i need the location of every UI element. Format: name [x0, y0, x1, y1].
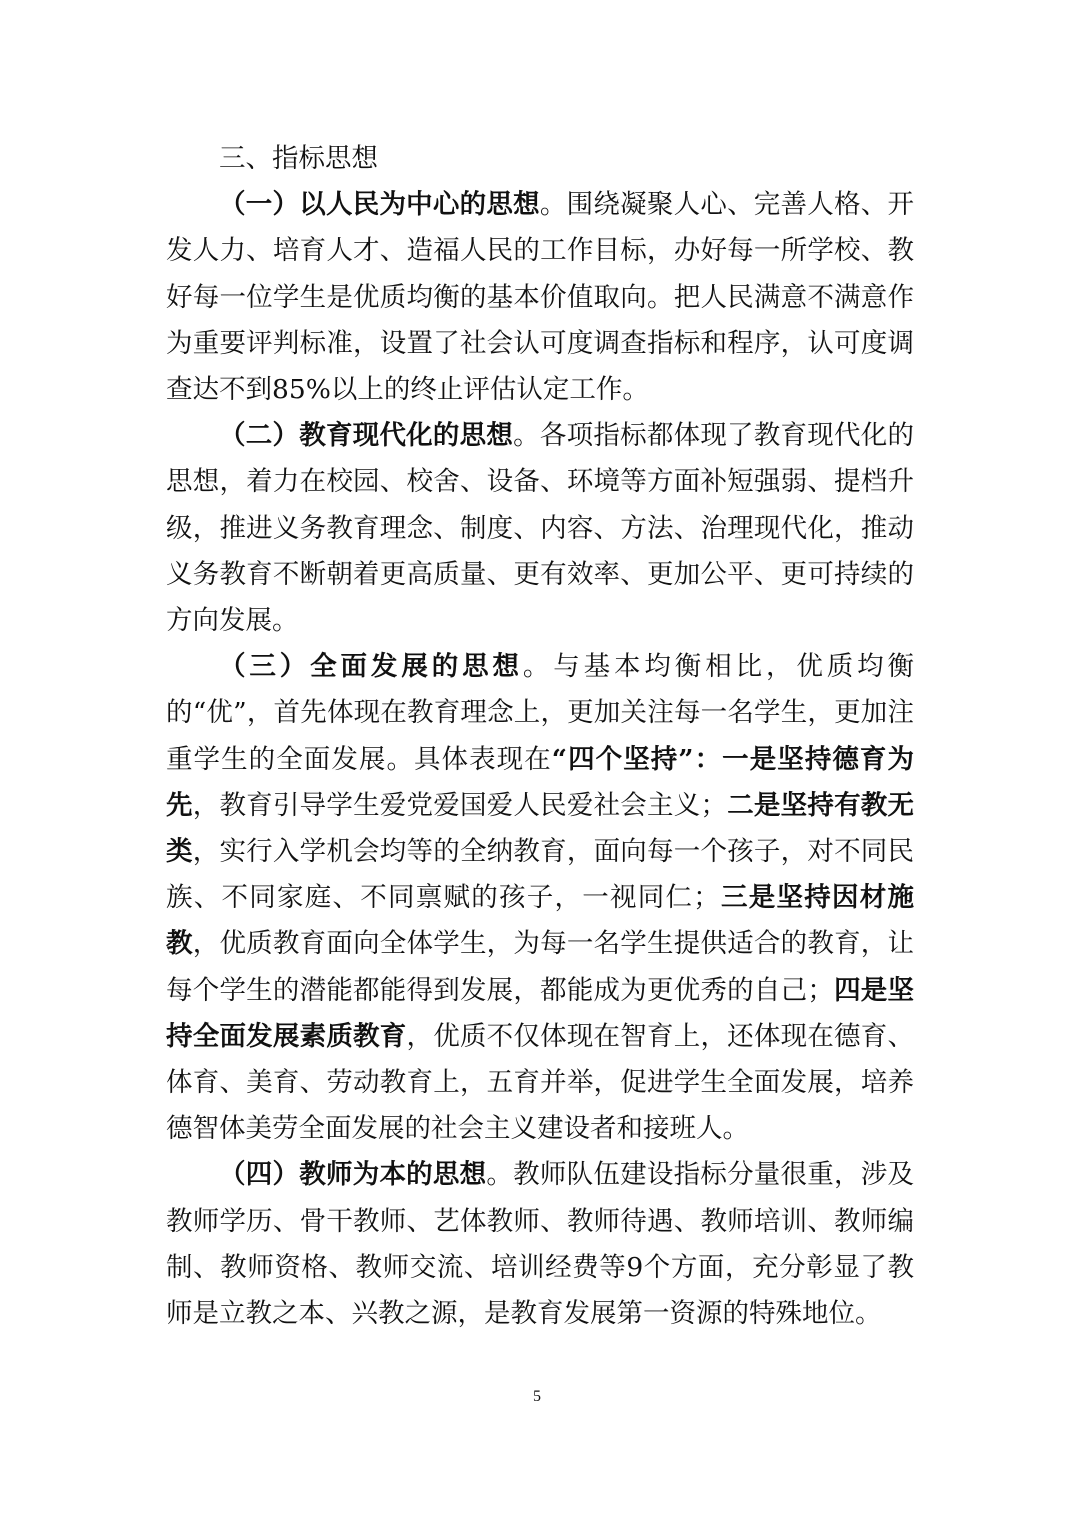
paragraph-text: ，优质教育面向全体学生，为每一名学生提供适合的教育，让每个学生的潜能都能得到发展，都能成为更优秀的自己； — [166, 928, 915, 1006]
paragraph-bold-text: 二是坚持有教无类 — [166, 789, 915, 868]
paragraph-all-round-development — [166, 644, 914, 1152]
paragraph-text: ，实行入学机会均等的全纳教育，面向每一个孩子，对不同民族、不同家庭、不同禀赋的孩子，一视同仁； — [166, 836, 915, 914]
page-number: 5 — [533, 1388, 541, 1405]
paragraph-text: ，教育引导学生爱党爱国爱人民爱社会主义； — [192, 789, 727, 821]
paragraph-bold-text: “四个坚持”：一是坚持德育为先 — [166, 743, 914, 821]
paragraph-text: 。教师队伍建设指标分量很重，涉及教师学历、骨干教师、艺体教师、教师待遇、教师培训、教师编制、教师资格、教师交流、培训经费等9个方面，充分彰显了教师是立教之本、兴教之源，是教育发展第一资源的特殊地位。 — [166, 1159, 915, 1330]
paragraph-bold-text: 四是坚持全面发展素质教育 — [166, 974, 915, 1052]
paragraph-text: 。与基本均衡相比，优质均衡的“优”，首先体现在教育理念上，更加关注每一名学生，更加注重学生的全面发展。具体表现在 — [166, 651, 915, 775]
paragraph-title: （三）全面发展的思想 — [219, 651, 523, 683]
paragraph-teacher-oriented — [166, 1152, 914, 1337]
paragraph-education-modernization — [166, 413, 914, 644]
paragraph-people-centered — [166, 182, 914, 413]
paragraph-title: （四）教师为本的思想 — [219, 1159, 487, 1191]
paragraph-title: （二）教育现代化的思想 — [219, 420, 514, 452]
paragraph-text: 。各项指标都体现了教育现代化的思想，着力在校园、校舍、设备、环境等方面补短强弱、提档升级，推进义务教育理念、制度、内容、方法、治理现代化，推动义务教育不断朝着更高质量、更有效率、更加公平、更可持续的方向发展。 — [166, 420, 915, 637]
paragraph-title: （一）以人民为中心的思想 — [219, 189, 540, 221]
paragraph-text: ，优质不仅体现在智育上，还体现在德育、体育、美育、劳动教育上，五育并举，促进学生全面发展，培养德智体美劳全面发展的社会主义建设者和接班人。 — [166, 1020, 914, 1145]
paragraph-bold-text: 三是坚持因材施教 — [166, 882, 914, 960]
paragraph-text: 。围绕凝聚人心、完善人格、开发人力、培育人才、造福人民的工作目标，办好每一所学校、教好每一位学生是优质均衡的基本价值取向。把人民满意不满意作为重要评判标准，设置了社会认可度调查指标和程序，认可度调查达不到85%以上的终止评估认定工作。 — [166, 189, 915, 406]
document-body — [166, 136, 914, 1337]
section-heading: 三、指标思想 — [219, 143, 378, 174]
